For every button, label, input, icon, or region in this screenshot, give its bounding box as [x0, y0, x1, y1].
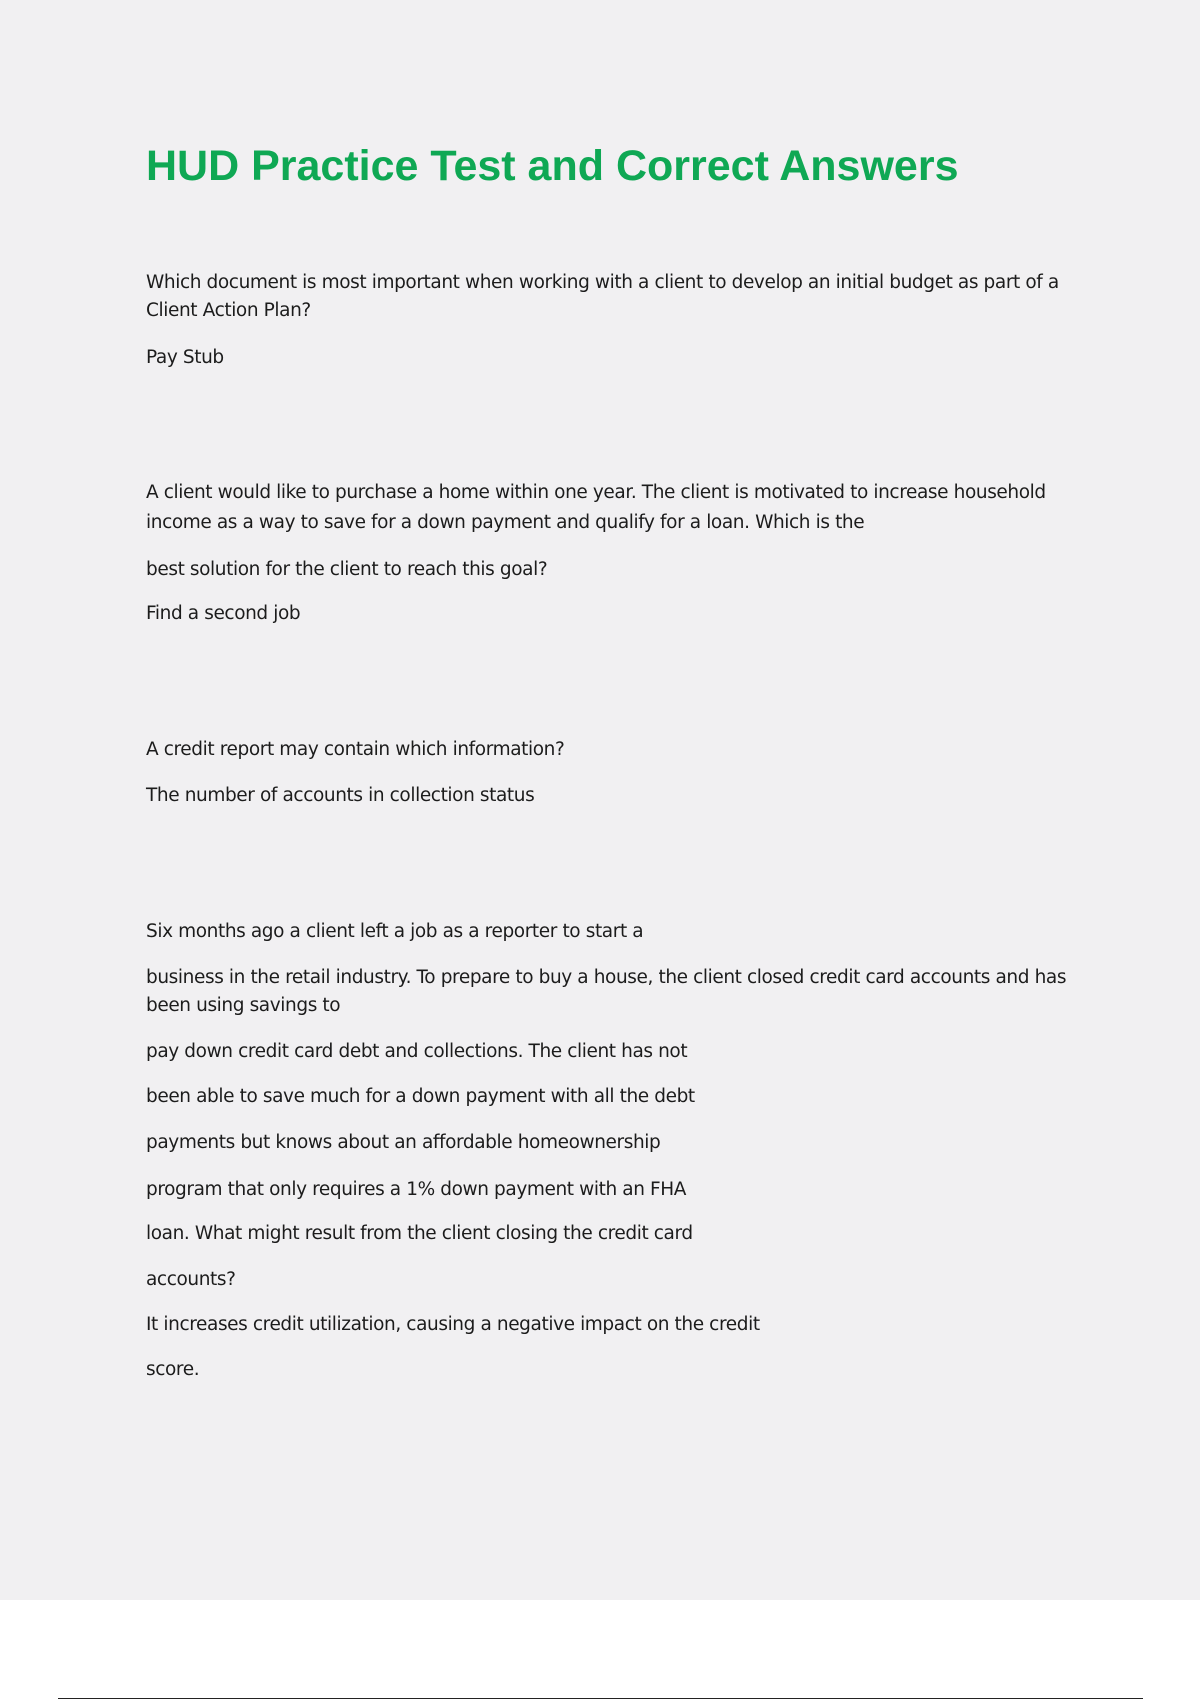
question-2-line-2: income as a way to save for a down payment and qualify for a loan. Which is the [146, 512, 865, 533]
question-4-line-2: business in the retail industry. To prepare to buy a house, the client closed credit card accounts and has [146, 967, 1067, 988]
page-title: HUD Practice Test and Correct Answers [146, 142, 959, 190]
answer-3: The number of accounts in collection status [146, 785, 535, 806]
question-4-line-4: pay down credit card debt and collections. The client has not [146, 1041, 688, 1062]
question-2-line-3: best solution for the client to reach this goal? [146, 559, 548, 580]
answer-4-line-1: It increases credit utilization, causing a negative impact on the credit [146, 1314, 760, 1335]
question-2-line-1: A client would like to purchase a home within one year. The client is motivated to increase household [146, 482, 1046, 503]
answer-1: Pay Stub [146, 347, 224, 368]
question-4-line-7: program that only requires a 1% down payment with an FHA [146, 1179, 687, 1200]
question-4-line-3: been using savings to [146, 995, 341, 1016]
question-4-line-5: been able to save much for a down payment with all the debt [146, 1086, 695, 1107]
question-4-line-6: payments but knows about an affordable homeownership [146, 1132, 661, 1153]
question-4-line-9: accounts? [146, 1269, 236, 1290]
question-4-line-8: loan. What might result from the client closing the credit card [146, 1223, 693, 1244]
question-3: A credit report may contain which information? [146, 739, 565, 760]
question-1-line-2: Client Action Plan? [146, 300, 311, 321]
question-4-line-1: Six months ago a client left a job as a reporter to start a [146, 921, 644, 942]
footer-divider [58, 1698, 1143, 1699]
answer-4-line-2: score. [146, 1359, 200, 1380]
page-footer [0, 1600, 1200, 1700]
question-1-line-1: Which document is most important when working with a client to develop an initial budget as part of a [146, 272, 1059, 293]
answer-2: Find a second job [146, 603, 301, 624]
